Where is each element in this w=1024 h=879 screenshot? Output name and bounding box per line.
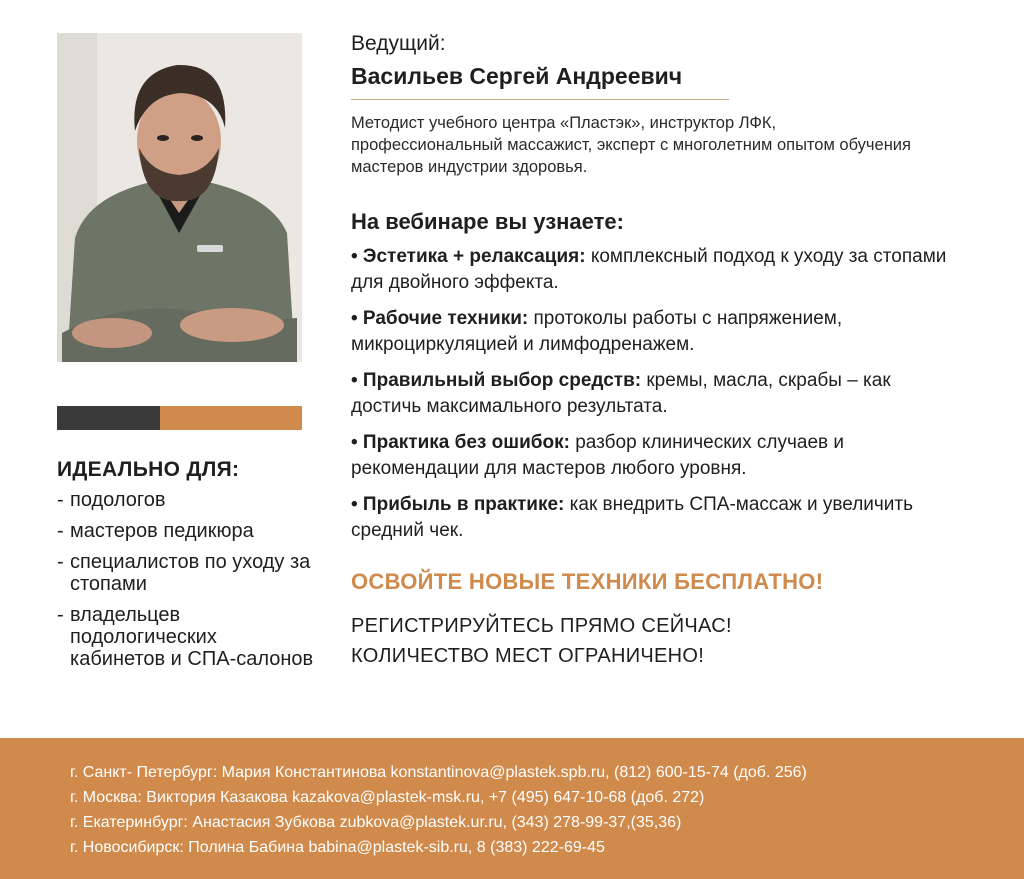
ideal-for-item: - специалистов по уходу за стопами <box>57 551 317 595</box>
main-content <box>351 32 991 671</box>
ideal-for-item: - подологов <box>57 489 317 511</box>
learn-item-text: комплексный подход к уходу за стопами для двойного эффекта. <box>351 246 947 293</box>
ideal-for-section <box>57 458 317 679</box>
divider <box>351 99 729 100</box>
ideal-for-item: - владельцев подологических кабинетов и СПА-салонов <box>57 604 317 670</box>
learn-item <box>351 368 966 420</box>
learn-item-lead: • Эстетика + релаксация: <box>351 246 586 267</box>
decorative-color-bar <box>57 406 302 430</box>
contacts-list <box>70 760 807 860</box>
learn-item-text: протоколы работы с напряжением, микроциркуляцией и лимфодренажем. <box>351 308 843 355</box>
ideal-for-title: ИДЕАЛЬНО ДЛЯ: <box>57 458 240 481</box>
learn-item <box>351 306 966 358</box>
learn-list <box>351 244 991 544</box>
contact-line-ekb[interactable]: г. Екатеринбург: Анастасия Зубкова zubkova@plastek.ur.ru, (343) 278-99-37,(35,36) <box>70 814 682 831</box>
learn-item-text: кремы, масла, скрабы – как достичь максимального результата. <box>351 370 891 417</box>
learn-item-lead: • Практика без ошибок: <box>351 432 570 453</box>
contact-line-msk[interactable]: г. Москва: Виктория Казакова kazakova@plastek-msk.ru, +7 (495) 647-10-68 (доб. 272) <box>70 789 705 806</box>
learn-item-lead: • Правильный выбор средств: <box>351 370 642 391</box>
learn-item-lead: • Рабочие техники: <box>351 308 529 329</box>
learn-item-text: как внедрить СПА-массаж и увеличить средний чек. <box>351 494 914 541</box>
host-label: Ведущий: <box>351 32 446 55</box>
learn-item-lead: • Прибыль в практике: <box>351 494 565 515</box>
cta-line-limited: КОЛИЧЕСТВО МЕСТ ОГРАНИЧЕНО! <box>351 645 705 667</box>
host-name: Васильев Сергей Андреевич <box>351 63 683 89</box>
cta-text <box>351 611 991 671</box>
color-bar-dark-segment <box>57 406 160 430</box>
ideal-for-item: - мастеров педикюра <box>57 520 317 542</box>
learn-item-text: разбор клинических случаев и рекомендации для мастеров любого уровня. <box>351 432 845 479</box>
host-portrait-illustration <box>57 33 302 362</box>
cta-headline: ОСВОЙТЕ НОВЫЕ ТЕХНИКИ БЕСПЛАТНО! <box>351 569 824 594</box>
footer-contacts <box>0 738 1024 879</box>
host-photo <box>57 33 302 362</box>
learn-item <box>351 244 966 296</box>
learn-title: На вебинаре вы узнаете: <box>351 209 624 234</box>
host-bio: Методист учебного центра «Пластэк», инструктор ЛФК, профессиональный массажист, эксперт с многолетним опытом обучения мастеров индустрии здоровья. <box>351 114 911 176</box>
contact-line-nsk[interactable]: г. Новосибирск: Полина Бабина babina@plastek-sib.ru, 8 (383) 222-69-45 <box>70 839 605 856</box>
cta-line-register: РЕГИСТРИРУЙТЕСЬ ПРЯМО СЕЙЧАС! <box>351 615 732 637</box>
color-bar-orange-segment <box>160 406 302 430</box>
ideal-for-list <box>57 489 317 670</box>
contact-line-spb[interactable]: г. Санкт- Петербург: Мария Константинова konstantinova@plastek.spb.ru, (812) 600-15-74 (доб. 256) <box>70 764 807 781</box>
learn-item <box>351 430 966 482</box>
learn-item <box>351 492 966 544</box>
